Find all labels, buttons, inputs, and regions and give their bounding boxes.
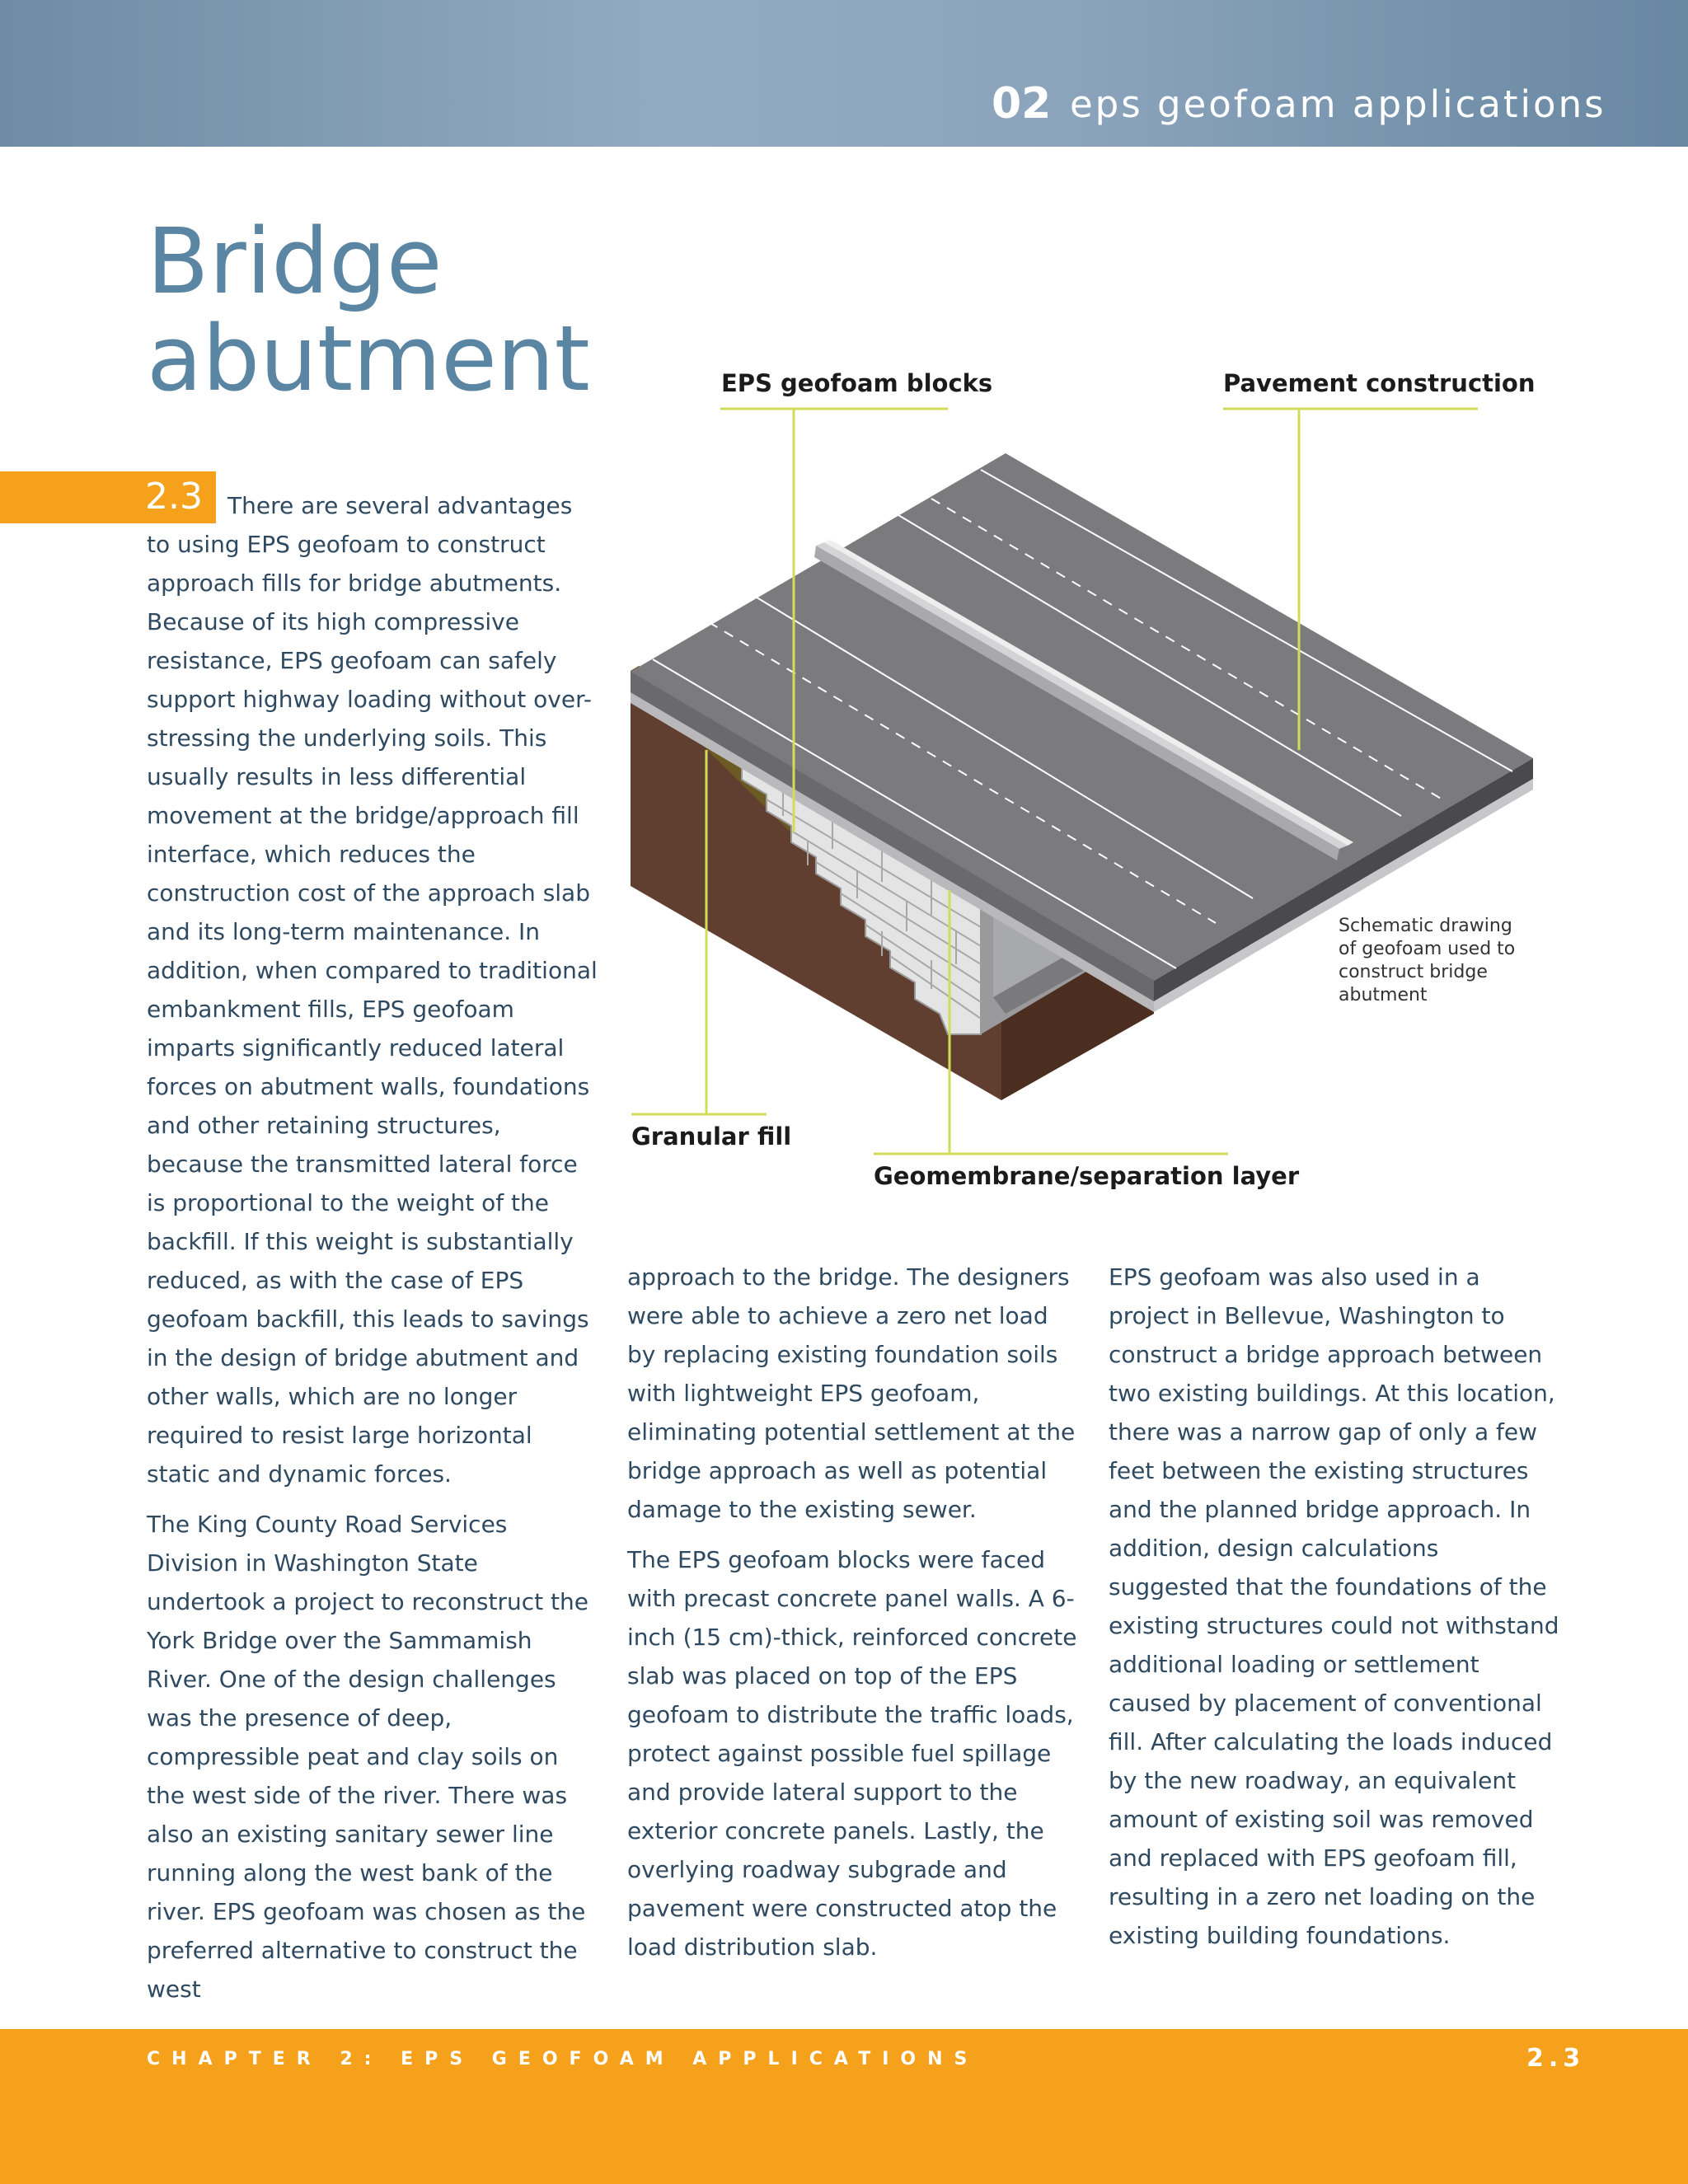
abutment-figure xyxy=(618,354,1566,1203)
body-column-2 xyxy=(627,1258,1081,1978)
abutment-schematic xyxy=(618,354,1566,1203)
label-pavement-construction: Pavement construction xyxy=(1223,369,1536,397)
section-number: 2.3 xyxy=(145,476,203,518)
figure-caption: Schematic drawing of geofoam used to construct bridge abutment xyxy=(1339,916,1516,1005)
body-paragraph: The King County Road Services Division in Washington State undertook a project to reconstruct the York Bridge over the Sammamish River. One of the design challenges was the presence of deep, compressible peat and clay soils on the west side of the river. There was also an existing sanitary sewer line running along the west bank of the river. EPS geofoam was chosen as the preferred alternative to construct the west xyxy=(147,1511,588,2003)
body-paragraph: The EPS geofoam blocks were faced with precast concrete panel walls. A 6-inch (15 cm)-thick, reinforced concrete slab was placed on top of the EPS geofoam to distribute the traffic loads, protect against possible fuel spillage and provide lateral support to the exterior concrete panels. Lastly, the overlying roadway subgrade and pavement were constructed atop the load distribution slab. xyxy=(627,1546,1077,1961)
label-geomembrane: Geomembrane/separation layer xyxy=(874,1162,1300,1190)
footer-chapter-label: CHAPTER 2: EPS GEOFOAM APPLICATIONS xyxy=(147,2049,979,2069)
page-header xyxy=(0,0,1688,147)
page-title xyxy=(147,209,590,411)
body-column-3 xyxy=(1109,1258,1562,1966)
body-paragraph: EPS geofoam was also used in a project in Bellevue, Washington to construct a bridge approach between two existing buildings. At this location, there was a narrow gap of only a few feet between the existing structures and the planned bridge approach. In addition, design calculations suggested that the foundations of the existing structures could not withstand additional loading or settlement caused by placement of conventional fill. After calculating the loads induced by the new roadway, an equivalent amount of existing soil was removed and replaced with EPS geofoam fill, resulting in a zero net loading on the existing building foundations. xyxy=(1109,1263,1559,1949)
body-column-1 xyxy=(147,486,600,2020)
body-paragraph: There are several advantages to using EPS geofoam to construct approach fills for bridge abutments. Because of its high compressive resistance, EPS geofoam can safely support highway loading without over-stressing the underlying soils. This usually results in less differential movement at the bridge/approach fill interface, which reduces the construction cost of the approach slab and its long-term maintenance. In addition, when compared to traditional embankment fills, EPS geofoam imparts significantly reduced lateral forces on abutment walls, foundations and other retaining structures, because the transmitted lateral force is proportional to the weight of the backfill. If this weight is substantially reduced, as with the case of EPS geofoam backfill, this leads to savings in the design of bridge abutment and other walls, which are no longer required to resist large horizontal static and dynamic forces. xyxy=(147,492,598,1488)
chapter-number: 02 xyxy=(992,79,1052,129)
page-title-line2: abutment xyxy=(147,306,590,411)
label-granular-fill: Granular fill xyxy=(631,1122,792,1151)
label-eps-geofoam-blocks: EPS geofoam blocks xyxy=(721,369,993,397)
page-footer xyxy=(0,2029,1688,2184)
page-number: 2.3 xyxy=(1526,2044,1586,2073)
chapter-title: eps geofoam applications xyxy=(1070,82,1606,126)
page-title-line1: Bridge xyxy=(147,209,443,314)
body-paragraph: approach to the bridge. The designers were able to achieve a zero net load by replacing existing foundation soils with lightweight EPS geofoam, eliminating potential settlement at the bridge approach as well as potential damage to the existing sewer. xyxy=(627,1263,1076,1523)
